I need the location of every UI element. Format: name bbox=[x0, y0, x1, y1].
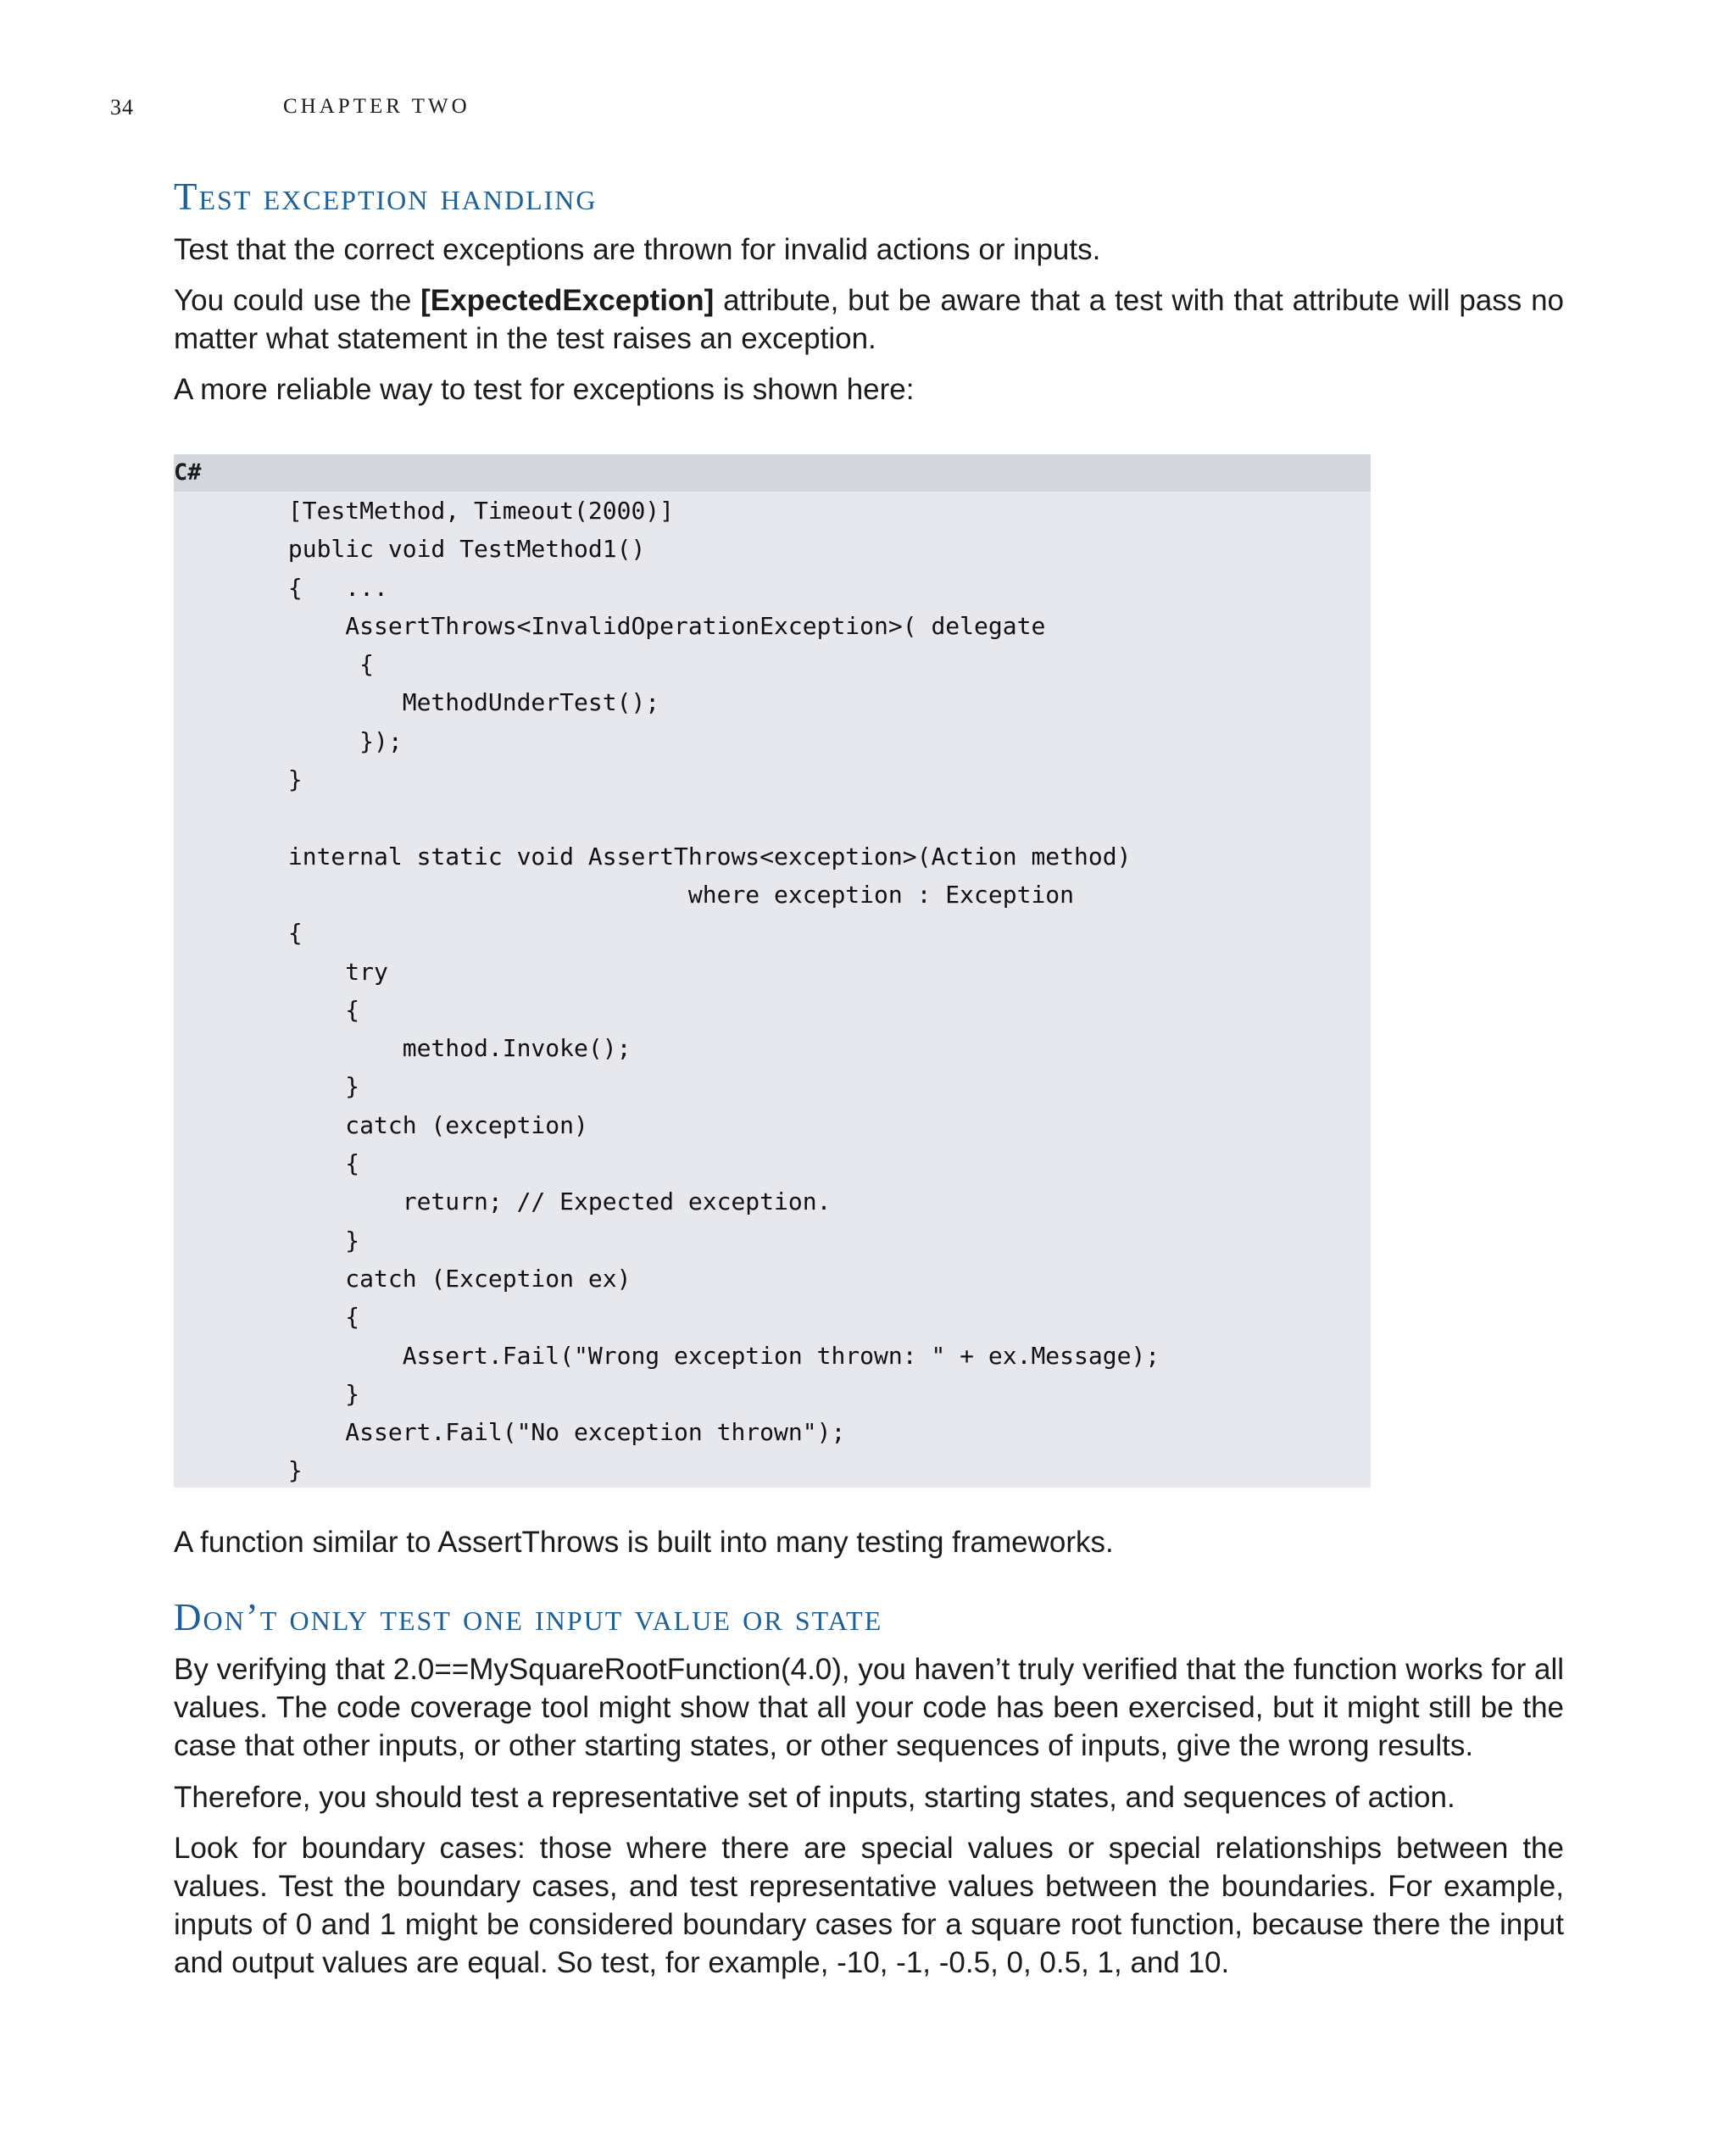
text-run: You could use the bbox=[174, 284, 421, 317]
paragraph: Test that the correct exceptions are thrown for invalid actions or inputs. bbox=[174, 233, 1101, 266]
text-run: attribute, but be aware that a test with that attribute will pass no matter what statement in the test raises an exception. bbox=[174, 284, 1565, 355]
code-listing: [TestMethod, Timeout(2000)] public void TestMethod1() { ... AssertThrows<InvalidOperationException>( delegate { MethodUnderTest(); }); } internal static void AssertThrows<exception>(Action method) where exception : Exception { try { method.Invoke(); } catch (exception) { return; // Expected exception. } catch (Exception ex) { Assert.Fail("Wrong exception thrown: " + ex.Message); } Assert.Fail("No exception thrown"); } bbox=[287, 497, 1160, 1485]
paragraph: By verifying that 2.0==MySquareRootFunction(4.0), you haven’t truly verified that the function works for all values. The code coverage tool might show that all your code has been exercised, but it might still be the case that other inputs, or other starting states, or other sequences of inputs, give the wrong results. bbox=[174, 1653, 1564, 1762]
section-heading-exceptions: Test exception handling bbox=[174, 175, 598, 218]
paragraph-expected-exception bbox=[174, 281, 1564, 358]
page-number: 34 bbox=[110, 95, 134, 120]
attribute-name: [ExpectedException] bbox=[420, 284, 715, 317]
paragraph: Look for boundary cases: those where there are special values or special relationships between the values. Test the boundary cases, and test representative values between the boundaries. For example, inputs of 0 and 1 might be considered boundary cases for a square root function, because there the input and output values are equal. So test, for example, -10, -1, -0.5, 0, 0.5, 1, and 10. bbox=[174, 1832, 1564, 1979]
paragraph: Therefore, you should test a representative set of inputs, starting states, and sequences of action. bbox=[174, 1781, 1455, 1814]
running-head: CHAPTER TWO bbox=[283, 95, 470, 118]
paragraph: A function similar to AssertThrows is built into many testing frameworks. bbox=[174, 1526, 1114, 1559]
code-block bbox=[174, 454, 1371, 1488]
section-heading-input-values: Don’t only test one input value or state bbox=[174, 1596, 883, 1638]
paragraph: A more reliable way to test for exceptions is shown here: bbox=[174, 373, 915, 406]
code-language-label: C# bbox=[174, 454, 1371, 492]
